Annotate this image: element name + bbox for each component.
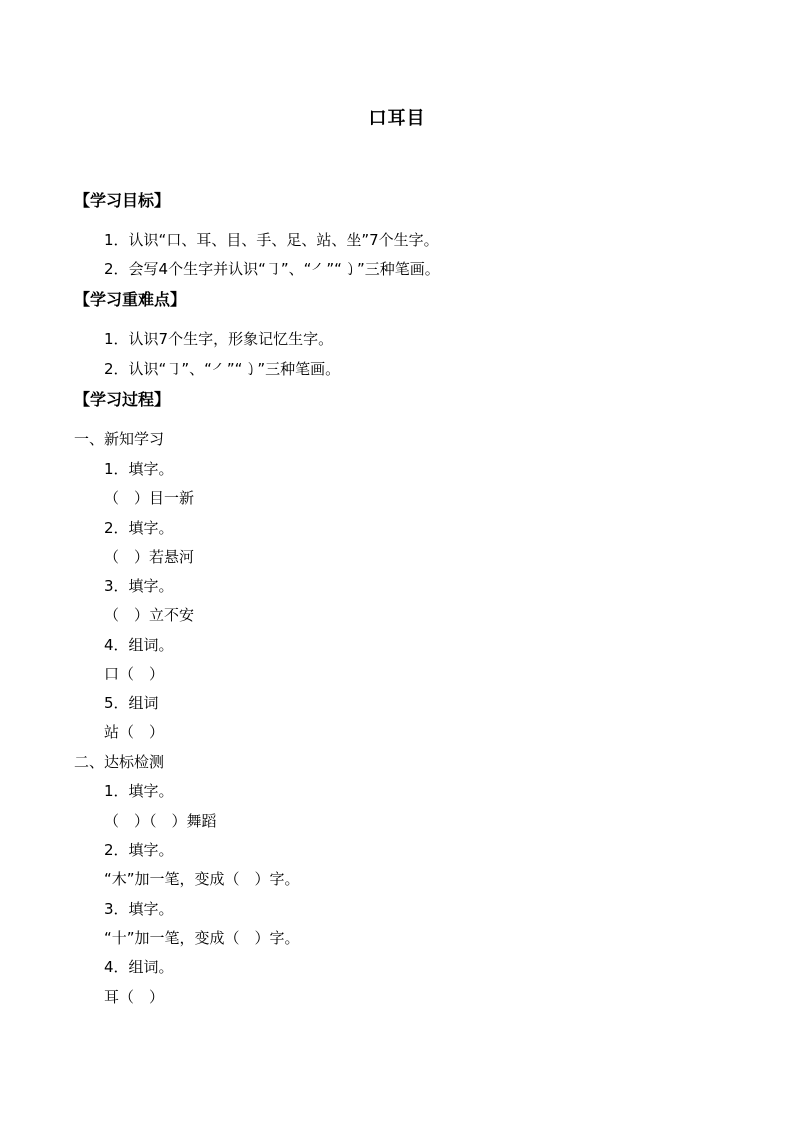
- exercise-line: （ ）（ ）舞蹈: [104, 812, 217, 830]
- exercise-line: 1．填字。: [104, 782, 174, 800]
- section-assessment-title: 二、达标检测: [74, 753, 165, 771]
- exercise-line: 站（ ）: [104, 723, 165, 741]
- exercise-line: 4．组词。: [104, 636, 174, 654]
- exercise-line: 4．组词。: [104, 958, 174, 976]
- goal-item-1: 1．认识“口、耳、目、手、足、站、坐”7个生字。: [104, 231, 439, 249]
- exercise-line: （ ）立不安: [104, 606, 195, 624]
- process-heading: 【学习过程】: [74, 390, 171, 409]
- goal-item-2: 2．会写4个生字并认识“㇆”、“㇒”“㇁”三种笔画。: [104, 260, 440, 278]
- exercise-line: （ ）目一新: [104, 489, 195, 507]
- key-point-item-2: 2．认识“㇆”、“㇒”“㇁”三种笔画。: [104, 360, 341, 378]
- exercise-line: 3．填字。: [104, 577, 174, 595]
- exercise-line: “十”加一笔，变成（ ）字。: [104, 929, 300, 947]
- exercise-line: 2．填字。: [104, 841, 174, 859]
- key-point-item-1: 1．认识7个生字，形象记忆生字。: [104, 330, 334, 348]
- exercise-line: 1．填字。: [104, 460, 174, 478]
- exercise-line: 口（ ）: [104, 665, 165, 683]
- section-new-knowledge-title: 一、新知学习: [74, 430, 165, 448]
- exercise-line: 3．填字。: [104, 900, 174, 918]
- exercise-line: 耳（ ）: [104, 988, 165, 1006]
- goals-heading: 【学习目标】: [74, 191, 171, 210]
- exercise-line: 5．组词: [104, 694, 159, 712]
- exercise-line: 2．填字。: [104, 519, 174, 537]
- page-title: 口耳目: [368, 108, 426, 129]
- exercise-line: “木”加一笔，变成（ ）字。: [104, 870, 300, 888]
- exercise-line: （ ）若悬河: [104, 548, 195, 566]
- key-points-heading: 【学习重难点】: [74, 290, 187, 309]
